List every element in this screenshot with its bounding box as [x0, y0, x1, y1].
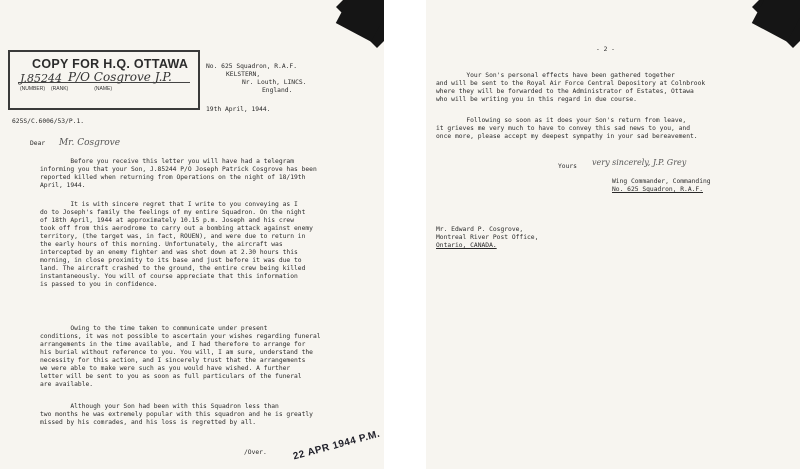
letter-page-2: [426, 0, 800, 469]
signatory-unit: No. 625 Squadron, R.A.F.: [612, 186, 703, 194]
stamp-rank: P/O: [68, 70, 90, 84]
over-note: /Over.: [244, 449, 267, 456]
letter-paragraph: Following so soon as it does your Son's return from leave, it grieves me very much to have to convey this sad news to you, and once more, please accept my deepest sympathy in your sad bereavement.: [436, 117, 698, 141]
stamp-label-name: (NAME): [94, 86, 113, 92]
stamp-label-number: (NUMBER): [20, 86, 45, 92]
letter-paragraph: Owing to the time taken to communicate under present conditions, it was not possible to ascertain your wishes regarding funeral arrangements in the time available, and I had therefore to arrange for his burial without reference to you. You will, I am sure, understand the necessity for this action, and I sincerely trust that the arrangements we were able to make were such as you would have wished. A further letter will be sent to you as soon as full particulars of the funeral are available.: [40, 325, 321, 389]
copy-stamp-box: [8, 50, 200, 110]
letter-paragraph: Your Son's personal effects have been gathered together and will be sent to the Royal Air Force Central Depository at Colnbrook where they will be forwarded to the Administrator of Estates, Ottawa who will be writing you in this regard in due course.: [436, 72, 706, 104]
sender-address: [206, 63, 306, 95]
stamp-label-rank: (RANK): [51, 86, 69, 92]
recipient-address: [436, 226, 538, 250]
signature-block: [612, 178, 711, 194]
reference-number: 625S/C.6006/53/P.1.: [12, 118, 85, 125]
received-postmark: 22 APR 1944 P.M.: [291, 428, 382, 463]
letter-page-1: [0, 0, 384, 469]
page-number: - 2 -: [596, 46, 615, 53]
recipient-line: Montreal River Post Office,: [436, 234, 539, 242]
closing: Yours: [558, 163, 577, 170]
recipient-line: Mr. Edward P. Cosgrove,: [436, 226, 524, 233]
handwritten-signature: very sincerely, J.P. Grey: [592, 158, 687, 167]
recipient-line: Ontario, CANADA.: [436, 242, 497, 250]
letter-paragraph: Before you receive this letter you will have had a telegram informing you that your Son, J.85244 P/O Joseph Patrick Cosgrove has been reported killed when returning from Operations on the night of 18/19th April, 1944.: [40, 158, 317, 190]
stamp-rank-name-handwritten: [68, 70, 172, 85]
address-line: Nr. Louth, LINCS.: [242, 79, 307, 87]
stamp-title: COPY FOR H.Q. OTTAWA: [32, 57, 189, 71]
stamp-underline: [18, 82, 190, 83]
stamp-name: Cosgrove J.P.: [93, 70, 172, 84]
address-line: England.: [262, 87, 293, 95]
letter-date: 19th April, 1944.: [206, 106, 271, 113]
letter-paragraph: Although your Son had been with this Squadron less than two months he was extremely popular with this squadron and he is greatly missed by his comrades, and his loss is regretted by all.: [40, 403, 313, 427]
signatory-title: Wing Commander, Commanding: [612, 178, 711, 185]
salutation: [30, 138, 120, 150]
stamp-number-handwritten: J.85244: [20, 72, 63, 85]
salutation-name-handwritten: Mr. Cosgrove: [58, 138, 121, 148]
address-line: No. 625 Squadron, R.A.F.: [206, 63, 297, 70]
letter-paragraph: It is with sincere regret that I write to you conveying as I do to Joseph's family the feelings of my entire Squadron. On the night of 18th April, 1944 at approximately 10.15 p.m. Joseph and his crew took off from this aerodrome to carry out a bombing attack against enemy territory, (the target was, in fact, ROUEN), and were due to return in the early hours of this morning. Unfortunately, the aircraft was intercepted by an enemy fighter and was shot down at 2.30 hours this morning, in close proximity to its base and just before it was due to land. The aircraft crashed to the ground, the entire crew being killed instantaneously. You will of course appreciate that this information is passed to you in confidence.: [40, 201, 313, 289]
stamp-labels: [20, 86, 192, 92]
address-line: KELSTERN,: [226, 71, 261, 79]
salutation-word: Dear: [30, 140, 46, 147]
